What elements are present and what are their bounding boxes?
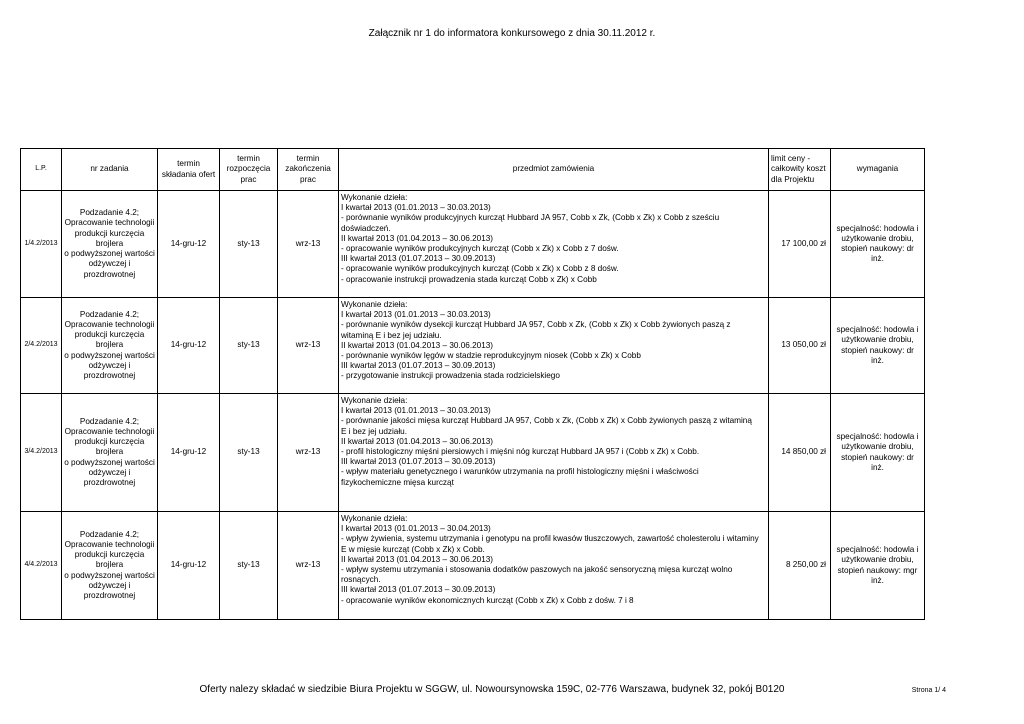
- zadanie-line: Podzadanie 4.2;: [79, 208, 140, 218]
- zadanie-line: Opracowanie technologii: [64, 218, 155, 228]
- zadanie-line: brojlera: [95, 340, 124, 350]
- zadanie-line: prozdrowotnej: [83, 478, 136, 487]
- cell-termin-zakonczenia: wrz-13: [278, 191, 339, 298]
- przedmiot-line: III kwartał 2013 (01.07.2013 – 30.09.2013): [341, 457, 496, 467]
- header-row: [21, 149, 925, 191]
- przedmiot-line: - porównanie wyników produkcyjnych kurcząt Hubbard JA 957, Cobb x Zk, (Cobb x Zk) x Cobb z sześciu: [341, 213, 720, 223]
- przedmiot-line: II kwartał 2013 (01.04.2013 – 30.06.2013): [341, 233, 494, 243]
- cell-termin-rozpoczecia: sty-13: [220, 191, 278, 298]
- zadanie-line: prozdrowotnej: [83, 371, 136, 380]
- przedmiot-line: - profil histologiczny mięśni piersiowych i mięśni nóg kurcząt Hubbard JA 957 i (Cobb x Zk) x Cobb.: [341, 447, 700, 457]
- przedmiot-line: E i bez jej udziału.: [341, 426, 407, 436]
- wymagania-line: użytkowanie drobiu,: [841, 442, 914, 452]
- table-row: [21, 394, 925, 512]
- przedmiot-line: III kwartał 2013 (01.07.2013 – 30.09.2013): [341, 585, 496, 595]
- zadanie-line: prozdrowotnej: [83, 269, 136, 279]
- przedmiot-line: - wpływ żywienia, systemu utrzymania i genotypu na profil kwasów tłuszczowych, zawartość cholesterolu i witaminy: [341, 534, 759, 544]
- page-number: Strona 1/ 4: [911, 687, 946, 694]
- zadanie-line: prozdrowotnej: [83, 591, 136, 600]
- przedmiot-line: - opracowanie wyników produkcyjnych kurcząt (Cobb x Zk) x Cobb z 8 dośw.: [341, 264, 619, 274]
- przedmiot-line: fizykochemiczne mięsa kurcząt: [341, 477, 454, 487]
- cell-termin-rozpoczecia: sty-13: [220, 512, 278, 620]
- cell-wymagania: [831, 394, 925, 512]
- przedmiot-line: witaminą E i bez jej udziału.: [341, 330, 442, 340]
- header-wymagania: wymagania: [831, 149, 925, 191]
- cell-termin-skladania: 14-gru-12: [158, 512, 220, 620]
- wymagania-line: stopień naukowy: mgr: [837, 565, 918, 575]
- header-termin-rozpoczecia: termin rozpoczęcia prac: [220, 149, 278, 191]
- zadanie-line: brojlera: [95, 238, 124, 248]
- table-row: [21, 191, 925, 298]
- przedmiot-line: - porównanie jakości mięsa kurcząt Hubbard JA 957, Cobb x Zk, (Cobb x Zk) x Cobb żywionych paszą z witaminą: [341, 416, 752, 426]
- wymagania-line: stopień naukowy: dr: [841, 244, 914, 253]
- przedmiot-line: - opracowanie instrukcji prowadzenia stada kurcząt Cobb x Zk) x Cobb: [341, 274, 597, 284]
- przedmiot-line: rosnących.: [341, 575, 381, 585]
- zadanie-line: produkcji kurczęcia: [74, 330, 145, 340]
- cell-lp: 2/4.2/2013: [21, 298, 62, 394]
- przedmiot-line: - przygotowanie instrukcji prowadzenia stada rodzicielskiego: [341, 371, 560, 381]
- table-row: [21, 298, 925, 394]
- cell-limit: 17 100,00 zł: [769, 191, 831, 298]
- header-termin-zakonczenia: termin zakończenia prac: [278, 149, 339, 191]
- przedmiot-line: II kwartał 2013 (01.04.2013 – 30.06.2013): [341, 436, 494, 446]
- zadanie-line: o podwyższonej wartości: [64, 249, 155, 259]
- przedmiot-line: II kwartał 2013 (01.04.2013 – 30.06.2013): [341, 554, 494, 564]
- cell-przedmiot: [339, 191, 769, 298]
- zadanie-line: Podzadanie 4.2;: [79, 309, 140, 319]
- footer-note: Oferty nalezy składać w siedzibie Biura Projektu w SGGW, ul. Nowoursynowska 159C, 02-776 Warszawa, budynek 32, pokój B0120: [199, 684, 785, 695]
- zadanie-line: brojlera: [95, 560, 124, 570]
- cell-termin-rozpoczecia: sty-13: [220, 394, 278, 512]
- zadanie-line: o podwyższonej wartości: [64, 570, 155, 580]
- wymagania-line: stopień naukowy: dr: [841, 452, 914, 462]
- cell-nr-zadania: [62, 191, 158, 298]
- zadanie-line: o podwyższonej wartości: [64, 350, 155, 360]
- cell-nr-zadania: [62, 512, 158, 620]
- zadanie-line: odżywczej i: [88, 259, 131, 269]
- wymagania-line: inż.: [871, 254, 884, 264]
- przedmiot-line: doświadczeń.: [341, 223, 391, 233]
- zadanie-line: produkcji kurczęcia: [74, 550, 145, 560]
- przedmiot-line: I kwartał 2013 (01.01.2013 – 30.04.2013): [341, 524, 491, 534]
- cell-lp: 1/4.2/2013: [21, 191, 62, 298]
- przedmiot-line: E w mięsie kurcząt (Cobb x Zk) x Cobb.: [341, 544, 485, 554]
- cell-przedmiot: [339, 298, 769, 394]
- cell-termin-rozpoczecia: sty-13: [220, 298, 278, 394]
- przedmiot-line: I kwartał 2013 (01.01.2013 – 30.03.2013): [341, 203, 491, 213]
- wymagania-line: użytkowanie drobiu,: [841, 555, 914, 565]
- przedmiot-line: - wpływ systemu utrzymania i stosowania dodatków paszowych na jakość sensoryczną mięsa kurcząt wolno: [341, 565, 733, 575]
- wymagania-line: użytkowanie drobiu,: [841, 335, 914, 345]
- document-title: Załącznik nr 1 do informatora konkursowego z dnia 30.11.2012 r.: [368, 28, 656, 39]
- cell-wymagania: [831, 298, 925, 394]
- header-limit: limit ceny - całkowity koszt dla Projektu: [769, 149, 831, 191]
- zadanie-line: Opracowanie technologii: [64, 319, 155, 329]
- cell-termin-zakonczenia: wrz-13: [278, 512, 339, 620]
- przedmiot-line: Wykonanie dzieła:: [341, 193, 408, 202]
- wymagania-line: specjalność: hodowla i: [836, 325, 919, 335]
- cell-przedmiot: [339, 512, 769, 620]
- zadanie-line: odżywczej i: [88, 360, 131, 370]
- zadanie-line: o podwyższonej wartości: [64, 457, 155, 467]
- przedmiot-line: III kwartał 2013 (01.07.2013 – 30.09.2013): [341, 361, 496, 371]
- zadanie-line: Opracowanie technologii: [64, 539, 155, 549]
- wymagania-line: specjalność: hodowla i: [836, 223, 919, 233]
- przedmiot-line: II kwartał 2013 (01.04.2013 – 30.06.2013): [341, 340, 494, 350]
- przedmiot-line: - opracowanie wyników produkcyjnych kurcząt (Cobb x Zk) x Cobb z 7 dośw.: [341, 244, 619, 254]
- cell-limit: 13 050,00 zł: [769, 298, 831, 394]
- cell-termin-skladania: 14-gru-12: [158, 191, 220, 298]
- przedmiot-line: - opracowanie wyników ekonomicznych kurcząt (Cobb x Zk) x Cobb z dośw. 7 i 8: [341, 595, 634, 605]
- przedmiot-line: - porównanie wyników lęgów w stadzie reprodukcyjnym niosek (Cobb x Zk) x Cobb: [341, 351, 641, 361]
- tender-table: [20, 148, 925, 620]
- header-termin-skladania: termin składania ofert: [158, 149, 220, 191]
- cell-lp: 4/4.2/2013: [21, 512, 62, 620]
- wymagania-line: specjalność: hodowla i: [836, 432, 919, 442]
- cell-wymagania: [831, 191, 925, 298]
- wymagania-line: użytkowanie drobiu,: [841, 233, 914, 243]
- wymagania-line: inż.: [871, 462, 884, 472]
- cell-termin-zakonczenia: wrz-13: [278, 298, 339, 394]
- cell-limit: 8 250,00 zł: [769, 512, 831, 620]
- zadanie-line: produkcji kurczęcia: [74, 228, 145, 238]
- wymagania-line: stopień naukowy: dr: [841, 345, 914, 355]
- zadanie-line: brojlera: [95, 447, 124, 457]
- przedmiot-line: Wykonanie dzieła:: [341, 514, 408, 523]
- zadanie-line: Opracowanie technologii: [64, 426, 155, 436]
- zadanie-line: Podzadanie 4.2;: [79, 529, 140, 539]
- wymagania-line: specjalność: hodowla i: [836, 545, 919, 555]
- header-nr-zadania: nr zadania: [62, 149, 158, 191]
- wymagania-line: inż.: [871, 575, 884, 585]
- table-row: [21, 512, 925, 620]
- przedmiot-line: III kwartał 2013 (01.07.2013 – 30.09.2013): [341, 254, 496, 264]
- cell-lp: 3/4.2/2013: [21, 394, 62, 512]
- wymagania-line: inż.: [871, 355, 884, 365]
- przedmiot-line: Wykonanie dzieła:: [341, 396, 408, 405]
- cell-przedmiot: [339, 394, 769, 512]
- cell-termin-skladania: 14-gru-12: [158, 394, 220, 512]
- cell-wymagania: [831, 512, 925, 620]
- zadanie-line: odżywczej i: [88, 467, 131, 477]
- cell-limit: 14 850,00 zł: [769, 394, 831, 512]
- cell-nr-zadania: [62, 298, 158, 394]
- cell-nr-zadania: [62, 394, 158, 512]
- zadanie-line: odżywczej i: [88, 580, 131, 590]
- header-przedmiot: przedmiot zamówienia: [339, 149, 769, 191]
- przedmiot-line: I kwartał 2013 (01.01.2013 – 30.03.2013): [341, 406, 491, 416]
- przedmiot-line: I kwartał 2013 (01.01.2013 – 30.03.2013): [341, 310, 491, 320]
- przedmiot-line: - wpływ materiału genetycznego i warunków utrzymania na profil histologiczny mięśni i właściwości: [341, 467, 699, 477]
- zadanie-line: produkcji kurczęcia: [74, 437, 145, 447]
- zadanie-line: Podzadanie 4.2;: [79, 416, 140, 426]
- przedmiot-line: - porównanie wyników dysekcji kurcząt Hubbard JA 957, Cobb x Zk, (Cobb x Zk) x Cobb żywionych paszą z: [341, 320, 731, 330]
- cell-termin-zakonczenia: wrz-13: [278, 394, 339, 512]
- przedmiot-line: Wykonanie dzieła:: [341, 300, 408, 309]
- header-lp: L.P.: [21, 149, 62, 191]
- cell-termin-skladania: 14-gru-12: [158, 298, 220, 394]
